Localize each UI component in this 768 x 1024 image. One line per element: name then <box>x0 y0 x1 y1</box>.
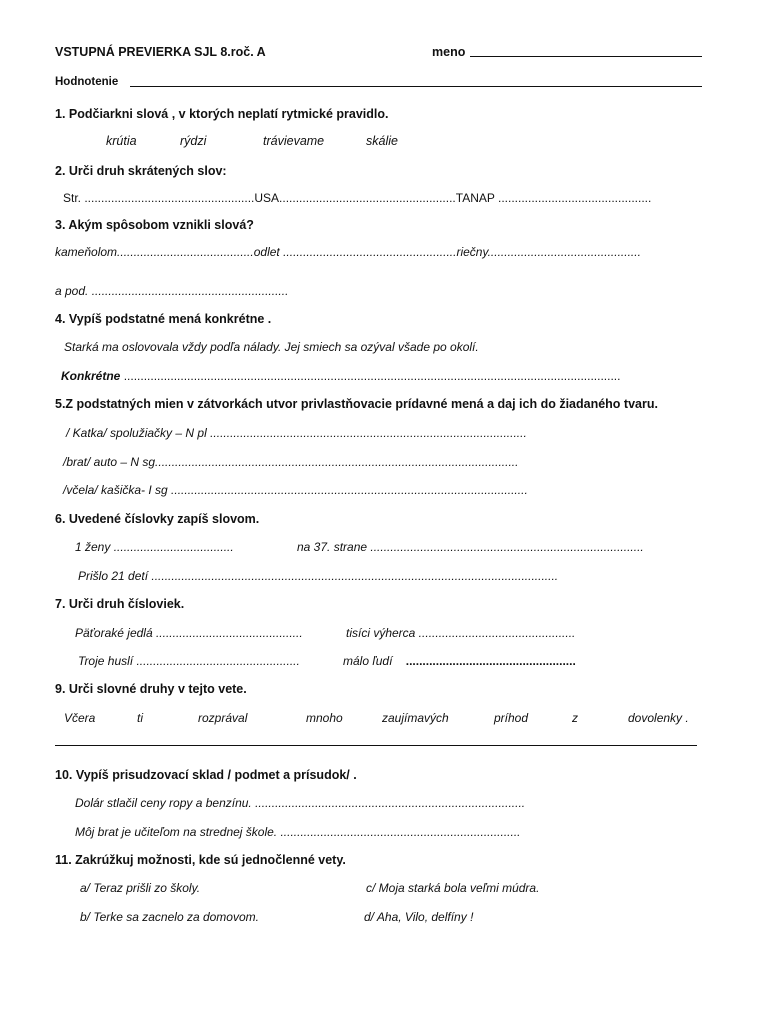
q4-answer-label: Konkrétne <box>61 369 121 383</box>
q9-word-8[interactable]: dovolenky . <box>628 711 689 725</box>
q1-word-2[interactable]: rýdzi <box>180 134 207 148</box>
q9-answer-line[interactable] <box>55 733 697 750</box>
q5-item-3[interactable]: /včela/ kašička- I sg ........................................................................................................... <box>63 483 528 497</box>
grade-label: Hodnotenie <box>55 76 119 88</box>
q7-item-2b-dots[interactable]: ................................................... <box>405 654 576 668</box>
q9-word-2[interactable]: ti <box>137 711 143 725</box>
q11-option-b[interactable]: b/ Terke sa zacnelo za domovom. <box>80 910 259 924</box>
q11-option-c[interactable]: c/ Moja starká bola veľmi múdra. <box>366 881 540 895</box>
q7-item-1a[interactable]: Päťoraké jedlá ............................................ <box>75 626 303 640</box>
q7-item-2b-text: málo ľudí <box>343 654 393 668</box>
q10-title: 10. Vypíš prisudzovací sklad / podmet a prísudok/ . <box>55 768 357 782</box>
worksheet-title: VSTUPNÁ PREVIERKA SJL 8.roč. A <box>55 45 266 59</box>
q5-item-2[interactable]: /brat/ auto – N sg............................................................................................................. <box>63 455 519 469</box>
q2-title: 2. Urči druh skrátených slov: <box>55 164 227 178</box>
q4-title: 4. Vypíš podstatné mená konkrétne . <box>55 312 272 326</box>
q5-item-1[interactable]: / Katka/ spolužiačky – N pl ............................................................................................... <box>66 426 527 440</box>
q11-option-a[interactable]: a/ Teraz prišli zo školy. <box>80 881 201 895</box>
name-field[interactable] <box>470 44 702 61</box>
q1-word-4[interactable]: skálie <box>366 134 398 148</box>
q4-answer-row[interactable] <box>61 368 620 384</box>
q2-answer-line[interactable]: Str. ...................................................USA.....................................................TANAP .............................................. <box>63 191 652 205</box>
q7-title: 7. Urči druh čísloviek. <box>55 597 185 611</box>
q9-title: 9. Urči slovné druhy v tejto vete. <box>55 682 247 696</box>
q10-item-1[interactable]: Dolár stlačil ceny ropy a benzínu. ................................................................................. <box>75 796 526 810</box>
q7-item-1b[interactable]: tisíci výherca ............................................... <box>346 626 576 640</box>
q6-title: 6. Uvedené číslovky zapíš slovom. <box>55 512 260 526</box>
q1-title: 1. Podčiarkni slová , v ktorých neplatí rytmické pravidlo. <box>55 107 389 121</box>
q3-answer-line-1[interactable]: kameňolom.........................................odlet ....................................................riečny.............................................. <box>55 245 641 259</box>
q7-item-2b[interactable] <box>343 653 576 669</box>
q9-word-3[interactable]: rozprával <box>198 711 248 725</box>
grade-field[interactable] <box>130 74 702 91</box>
q9-word-7[interactable]: z <box>572 711 578 725</box>
q1-word-1[interactable]: krútia <box>106 134 137 148</box>
q4-text: Starká ma oslovovala vždy podľa nálady. Jej smiech sa ozýval všade po okolí. <box>64 340 479 354</box>
q11-option-d[interactable]: d/ Aha, Vilo, delfíny ! <box>364 910 474 924</box>
name-label-text: meno <box>432 45 466 59</box>
q9-word-1[interactable]: Včera <box>64 711 96 725</box>
q9-word-5[interactable]: zaujímavých <box>382 711 449 725</box>
q4-answer-dots[interactable]: ..................................................................................................................................................... <box>123 369 621 383</box>
q6-item-1a[interactable]: 1 ženy .................................... <box>75 540 234 554</box>
q10-item-2[interactable]: Môj brat je učiteľom na strednej škole. ........................................................................ <box>75 825 521 839</box>
q6-item-1b[interactable]: na 37. strane .................................................................................. <box>297 540 644 554</box>
q7-item-2a[interactable]: Troje huslí ................................................. <box>78 654 300 668</box>
q11-title: 11. Zakrúžkuj možnosti, kde sú jednočlenné vety. <box>55 853 346 867</box>
q3-title: 3. Akým spôsobom vznikli slová? <box>55 218 254 232</box>
q6-item-2[interactable]: Prišlo 21 detí .......................................................................................................................... <box>78 569 559 583</box>
q3-answer-line-2[interactable]: a pod. ........................................................... <box>55 284 289 298</box>
q9-word-6[interactable]: príhod <box>494 711 529 725</box>
name-label <box>432 44 465 60</box>
q9-word-4[interactable]: mnoho <box>306 711 343 725</box>
q1-word-3[interactable]: trávievame <box>263 134 325 148</box>
q5-title: 5.Z podstatných mien v zátvorkách utvor privlastňovacie prídavné mená a daj ich do žiadaného tvaru. <box>55 397 658 411</box>
